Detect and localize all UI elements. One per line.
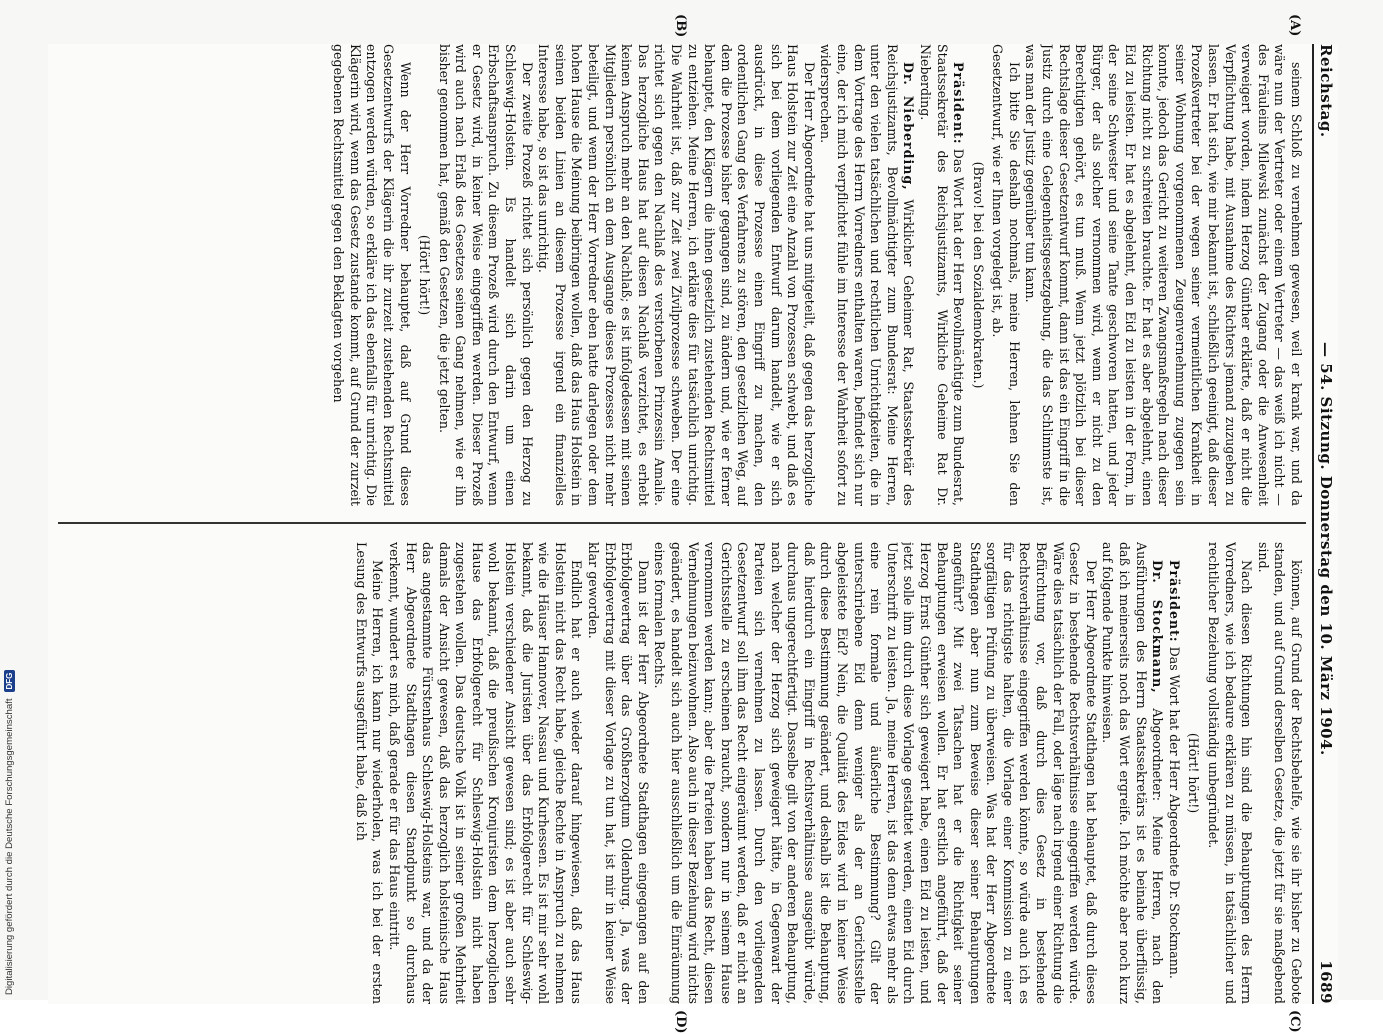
paragraph: Der zweite Prozeß richtet sich persönlich gegen den Herzog zu Schleswig-Holstein. Es handelt sich darin um einen Erbschaftsanspruch. Zu diesem Prozeß wird durch den Entwurf, wenn er Gesetz wird, in keiner Weise eingegriffen werden. Dieser Prozeß wird auch nach Erlaß des Gesetzes seinen Gang nehmen, wie er ihn bisher genommen hat, gemäß den Gesetzen, die jetzt gelten. [436,44,535,506]
page-header [1312,44,1338,1004]
paragraph: seinem Schloß zu vernehmen gewesen, weil er krank war, und da wäre nun der Vertreter oder einem Vertreter — das weiß ich nicht — des Fräuleins Milewski zunächst der Zugang oder die Anwesenheit verweigert worden, indem Herzog Günther erklärte, daß er nicht die Verpflichtung habe, mit Ausnahme des Richters jemand zuzugeben zu lassen. Er hat sich, wie mir bekannt ist, schließlich geeinigt, daß dieser Prozeßvertreter bei der wegen seiner vermeintlichen Krankheit in seiner Wohnung vorgenommenen Zeugenvernehmung zugegen sein konnte, jedoch das Gericht zu weiteren Zwangsmaßregeln nach dieser Richtung nicht zu schreiten brauchte. Er hat es aber abgelehnt, einen Eid zu leisten. Er hat es abgelehnt, den Eid zu leisten in der Form, in der seine Schwester und seine Tante geschworen hatten, und jeder Bürger, der als solcher vernommen wird, wenn er nicht zu den Berechtigten gehört, es tun muß. Wenn jetzt plötzlich bei dieser Rechtslage dieser Gesetzentwurf kommt, dann ist das ein Eingriff in die Justiz durch eine Gelegenheitsgesetzgebung, die das Schlimmste ist, was man der Justiz gegenüber tun kann. [1023,44,1304,506]
speaker-name: Präsident: [1166,560,1182,643]
rotated-document-page [48,14,1338,1034]
speech-text: Das Wort hat der Herr Abgeordnete Dr. Stockmann. [1166,646,1182,979]
left-text-column [64,44,1304,506]
paragraph: Endlich hat er auch wieder darauf hingewiesen, daß das Haus Holstein nicht das Recht habe, gleiche Rechte in Anspruch zu nehmen wie die Häuser Hannover, Nassau und Kurhessen. Es ist mir sehr wohl bekannt, daß die Juristen über das Erbfolgerecht für Schleswig-Holstein verschiedener Ansicht gewesen sind; es ist aber auch sehr wohl bekannt, daß die preußischen Kronjuristen dem herzoglichen Hause das Erbfolgerecht für Schleswig-Holstein nicht haben zugestehen wollen. Das deutsche Volk ist in seiner großen Mehrheit damals der Ansicht gewesen, daß das herzoglich holsteinische Haus das angestammte Fürstenhaus Schleswig-Holsteins war, und da der Herr Abgeordnete Stadthagen diesen Standpunkt so durchaus verkennt, wundert es mich, daß gerade er für das Haus eintritt. [386,542,585,1004]
speaker-paragraph [916,44,966,506]
interjection: (Hört! hört!) [417,234,433,316]
speech-text: Wirklicher Geheimer Rat, Staatssekretär des Reichsjustizamts, Bevollmächtigter zum Bundesrat: Meine Herren, unter den vielen tatsächlichen und rechtlichen Unrichtigkeiten, die in dem Vortrage des Herrn Vorredners enthalten waren, befindet sich nur eine, der ich mich verpflichtet fühle im Interesse der Wahrheit sofort zu widersprechen. [818,44,917,506]
header-title: — 54. Sitzung. Donnerstag den 10. März 1904. [1317,342,1335,756]
paragraph: Der Herr Abgeordnete hat uns mitgeteilt, daß gegen das herzogliche Haus Holstein zur Zeit eine Anzahl von Prozessen schwebt, und daß es sich bei dem vorliegenden Entwurf darum handelt, wie er sich ausdrückt, in diese Prozesse einen Eingriff zu machen, den ordentlichen Gang des Verfahrens zu stören, den gesetzlichen Weg, auf dem die Prozesse bisher gegangen sind, zu ändern und, wie er ferner behauptet, den Klägern die ihnen gesetzlich zustehenden Rechtsmittel zu entziehen. Meine Herren, ich erkläre dies für tatsächlich unrichtig. Die Wahrheit ist, daß zur Zeit zwei Zivilprozesse schweben. Der eine richtet sich gegen den Nachlaß des verstorbenen Prinzessin Amalie. Das herzogliche Haus hat auf diesen Nachlaß verzichtet, es erhebt keinen Anspruch mehr an den Nachlaß; es ist infolgedessen mit seinen Mitgliedern persönlich an dem Ausgange dieses Prozesses nicht mehr beteiligt, und wenn der Herr Vorredner eben hatte darlegen oder dem hohen Hause die Meinung beibringen wollen, daß das Haus Holstein in seinen beiden Linien an diesem Prozesse irgend ein finanzielles Interesse habe, so ist das unrichtig. [536,44,817,506]
paragraph: können, auf Grund der Rechtsbehelfe, wie sie ihr bisher zu Gebote standen, und auf Grund derselben Gesetze, die jetzt für sie maßgebend sind. [1255,542,1304,1004]
speaker-paragraph [817,44,917,506]
speech-text: Das Wort hat der Herr Bevollmächtigte zum Bundesrat, Staatssekretär des Reichsjustizamts, Wirkliche Geheime Rat Dr. Nieberding. [917,44,967,506]
margin-mark-c: (C) [1287,1010,1302,1033]
paragraph: Nach diesen Richtungen hin sind die Behauptungen des Herrn Vorredners, wie ich bedaure erklären zu müssen, in tatsächlicher und rechtlicher Beziehung vollständig unbegründet. [1206,542,1255,1004]
paragraph: Ich bitte Sie deshalb nochmals, meine Herren, lehnen Sie den Gesetzentwurf, wie er Ihnen vorgelegt ist, ab. [990,44,1022,506]
speaker-name: Dr. Stockmann, [1150,560,1166,694]
speaker-name: Präsident: [951,62,967,145]
header-left: Reichstag. [1317,44,1335,138]
paragraph: Wenn der Herr Vorredner behauptet, daß auf Grund dieses Gesetzentwurfs der Klägerin die ihr zurzeit zustehenden Rechtsmittel entzogen werden würden, so erkläre ich das ebenfalls für unrichtig. Die Klägerin wird, wenn das Gesetz zustande kommt, auf Grund der zurzeit gegebenen Rechtsmittel gegen den Beklagten vorgehen [331,44,413,506]
paragraph: Dann ist der Herr Abgeordnete Stadthagen eingegangen auf den Erbfolgevertrag über das Großherzogtum Oldenburg. Ja, was der Erbfolgevertrag mit dieser Vorlage zu tun hat, ist mir in keiner Weise klar geworden. [586,542,651,1004]
margin-mark-a: (A) [1287,14,1302,37]
interjection: (Hört! hört!) [1186,732,1202,814]
interjection: (Bravo! bei den Sozialdemokraten.) [970,161,986,389]
digitization-credit [4,670,15,995]
right-text-column [64,542,1304,1004]
dfg-logo: DFG [4,670,15,693]
speaker-paragraph [1099,542,1165,1004]
credit-text: Digitalisierung gefördert durch die Deutsche Forschungsgemeinschaft [4,698,15,995]
speaker-name: Dr. Nieberding, [901,62,917,191]
column-divider [58,522,1306,524]
paragraph: Meine Herren, ich kann nur wiederholen, was ich bei der ersten Lesung des Entwurfs ausgeführt habe, daß ich [353,542,386,1004]
paragraph: Der Herr Abgeordnete Stadthagen hat behauptet, daß durch dieses Gesetz in bestehende Rechtsverhältnisse eingegriffen werden würde. Wäre dies tatsächlich der Fall, oder läge nach irgend einer Richtung die Befürchtung vor, daß durch dies Gesetz in bestehende Rechtsverhältnisse eingegriffen werden könnte, so würde auch ich es für das richtigste halten, die Vorlage einer Kommission zu einer sorgfältigen Prüfung zu überweisen. Was hat der Herr Abgeordnete Stadthagen aber nun zum Beweise dieser seiner Behauptungen angeführt? Mit zwei Tatsachen hat er die Richtigkeit seiner Behauptungen erweisen wollen. Er hat erstlich angeführt, daß der Herzog Ernst Günther sich geweigert habe, einen Eid zu leisten, und jetzt solle ihm durch diese Vorlage gestattet werden, einen Eid durch Unterschrift zu leisten. Ja, meine Herren, ist das denn etwas mehr als eine rein formale und äußerliche Bestimmung? Gilt der unterschriebene Eid denn weniger als der an Gerichtsstelle abgeleistete Eid? Nein, die Qualität des Eides wird in keiner Weise durch diese Bestimmung geändert, und deshalb ist die Behauptung, daß hierdurch ein Eingriff in Rechtsverhältnisse ausgeübt würde, durchaus ungerechtfertigt. Dasselbe gilt von der anderen Behauptung, nach welcher der Herzog sich geweigert hätte, in Gegenwart der Parteien sich vernehmen zu lassen. Durch den vorliegenden Gesetzentwurf soll ihm das Recht eingeräumt werden, daß er nicht an Gerichtsstelle zu erscheinen braucht, sondern nur in seinem Hause vernommen werden kann; aber die Parteien haben das Recht, diesen Vernehmungen beizuwohnen. Also auch in dieser Beziehung wird nichts geändert, es handelt sich auch hier ausschließlich um die Einräumung eines formalen Rechts. [652,542,1099,1004]
speech-text: Abgeordneter: Meine Herren, nach den Ausführungen des Herrn Staatssekretärs ist es beinahe überflüssig, daß ich meinerseits noch das Wort ergreife. Ich möchte aber noch kurz auf folgende Punkte hinweisen. [1100,542,1166,1004]
margin-mark-b: (B) [673,14,688,38]
page-number: 1689 [1317,960,1335,1004]
margin-mark-d: (D) [673,1010,688,1034]
speaker-paragraph [1165,542,1182,1004]
